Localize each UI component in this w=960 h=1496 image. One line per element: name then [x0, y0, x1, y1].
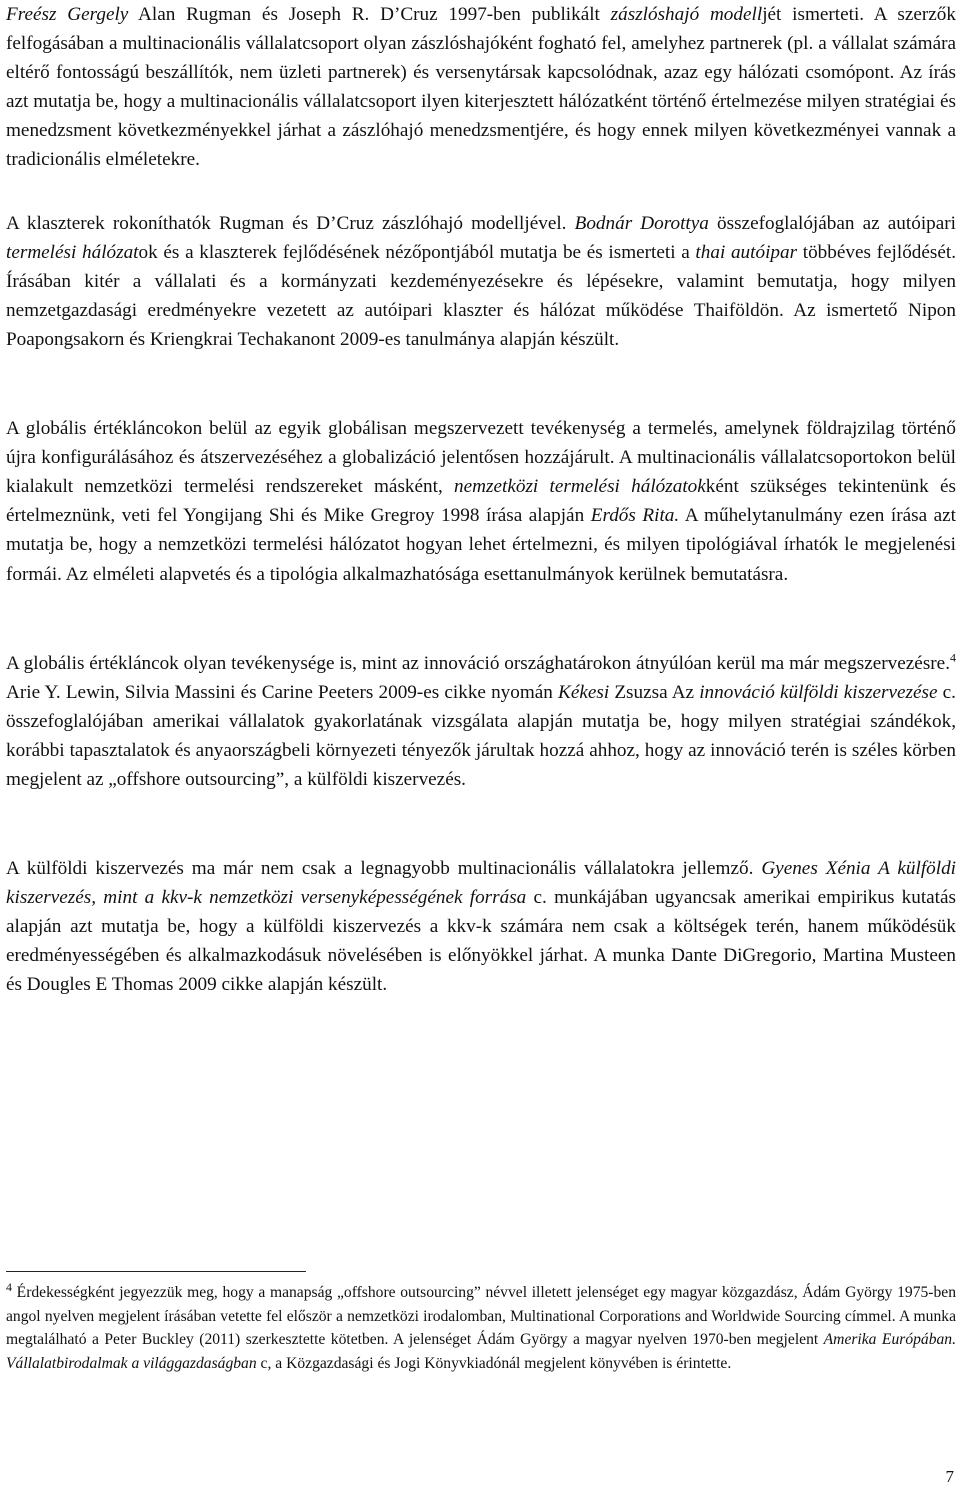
text-run: jét ismerteti. A szerzők felfogásában a multinacionális vállalatcsoport olyan zászlóshajóként fogható fel, amelyhez partnerek (pl. a vállalat számára eltérő fontosságú beszállítók, nem üzleti partnerek) és versenytársak kapcsolódnak, azaz egy hálózati csomópont. Az írás azt mutatja be, hogy a multinacionális vállalatcsoport ilyen kiterjesztett hálózatként történő értelmezése milyen stratégiai és menedzsment következményekkel járhat a zászlóhajó menedzsmentjére, és hogy ennek milyen következményei vannak a tradicionális elméletekre. [6, 4, 956, 171]
text-run: többéves fejlődését. Írásában kitér a vállalati és a kormányzati kezdeményezésekre és lépésekre, valamint bemutatja, hogy milyen nemzetgazdasági eredményekre vezetett az autóipari klaszter és hálózat működése Thaiföldön. Az ismertető Nipon Poapongsakorn és Kriengkrai Techakanont 2009-es tanulmánya alapján készült. [6, 241, 957, 350]
text-run: A külföldi kiszervezés ma már nem csak a legnagyobb multinacionális vállalatokra jellemző. [6, 858, 762, 880]
text-run: Arie Y. Lewin, Silvia Massini és Carine Peeters 2009-es cikke nyomán [6, 681, 559, 703]
text-run: c. összefoglalójában amerikai vállalatok gyakorlatának vizsgálata alapján mutatja be, hogy milyen stratégiai szándékok, korábbi tapasztalatok és anyaországbeli környezeti tényezők járultak hozzá ahhoz, hogy az innováció terén is széles körben megjelent az „offshore outsourcing”, a külföldi kiszervezés. [6, 681, 956, 790]
paragraph-innovation-outsourcing [6, 649, 956, 794]
footnote-4 [6, 1281, 956, 1375]
footnote-separator [6, 1271, 306, 1272]
page-number: 7 [945, 1467, 954, 1486]
text-run: A globális értékláncok olyan tevékenysége is, mint az innováció országhatárokon átnyúlóan kerül ma már megszervezésre. [6, 652, 950, 674]
text-run: összefoglalójában az autóipari [708, 212, 956, 234]
document-body [6, 0, 956, 1000]
text-run: Zsuzsa Az [609, 681, 700, 703]
text-run: Érdekességként jegyezzük meg, hogy a manapság „offshore outsourcing” névvel illetett jelenséget egy magyar közgazdász, Ádám György 1975-ben angol nyelven megjelent írásában vetette fel először a nemzetközi irodalomban, Multinational Corporations and Worldwide Sourcing címmel. A munka megtalálható a Peter Buckley (2011) szerkesztette kötetben. A jelenséget Ádám György a magyar nyelven 1970-ben megjelent [6, 1284, 956, 1349]
text-run: A globális értékláncokon belül az egyik globálisan megszervezett tevékenység a termelés, amelynek földrajzilag történő újra konfigurálásához és átszervezéséhez a globalizáció jelentősen hozzájárult. A multinacionális vállalatcsoportokon belül kialakult nemzetközi termelési rendszereket másként, [6, 418, 956, 498]
paragraph-production-networks [6, 414, 956, 589]
text-run: A műhelytanulmány ezen írása azt mutatja be, hogy a nemzetközi termelési hálózatot hogyan lehet értelmezni, és milyen tipológiával írhatók le megjelenési formái. Az elméleti alapvetés és a tipológia alkalmazhatósága esettanulmányok kerülnek bemutatásra. [6, 505, 956, 585]
italic-text: Kékesi [558, 681, 610, 703]
italic-text: Gyenes Xénia A külföldi kiszervezés, mint a kkv-k nemzetközi versenyképességének forrása [6, 858, 956, 909]
italic-text: Bodnár Dorottya [574, 212, 709, 234]
paragraph-clusters [6, 209, 956, 354]
italic-text: zászlóshajó modell [610, 4, 763, 25]
footnote-marker: 4 [6, 1279, 12, 1294]
text-run: A klaszterek rokoníthatók Rugman és D’Cruz zászlóhajó modelljével. [6, 212, 575, 234]
italic-text: Amerika Európában. Vállalatbirodalmak a világgazdaságban [6, 1331, 957, 1372]
text-run: Alan Rugman és Joseph R. D’Cruz 1997-ben publikált [128, 4, 611, 25]
text-run: c, a Közgazdasági és Jogi Könyvkiadónál megjelent könyvében is érintette. [256, 1354, 732, 1372]
italic-text: thai autóipar [695, 241, 798, 263]
paragraph-sme-outsourcing [6, 854, 956, 999]
footnote-marker: 4 [950, 650, 956, 665]
italic-text: Freész Gergely [6, 4, 129, 25]
italic-text: innováció külföldi kiszervezése [699, 681, 938, 703]
text-run: ok és a klaszterek fejlődésének nézőpontjából mutatja be és ismerteti a [138, 241, 696, 263]
text-run: c. munkájában ugyancsak amerikai empirikus kutatás alapján azt mutatja be, hogy a külföldi kiszervezés a kkv-k számára nem csak a költségek terén, hanem működésük eredményességében és alkalmazkodásuk növelésében is előnyökkel járhat. A munka Dante DiGregorio, Martina Musteen és Dougles E Thomas 2009 cikke alapján készült. [6, 887, 956, 996]
paragraph-flagship-model [6, 0, 956, 175]
italic-text: Erdős Rita. [590, 505, 680, 527]
italic-text: nemzetközi termelési hálózatok [454, 476, 706, 498]
italic-text: termelési hálózat [6, 241, 139, 263]
text-run: ként szükséges tekintenünk és értelmeznünk, veti fel Yongijang Shi és Mike Gregroy 1998 írása alapján [6, 476, 956, 527]
